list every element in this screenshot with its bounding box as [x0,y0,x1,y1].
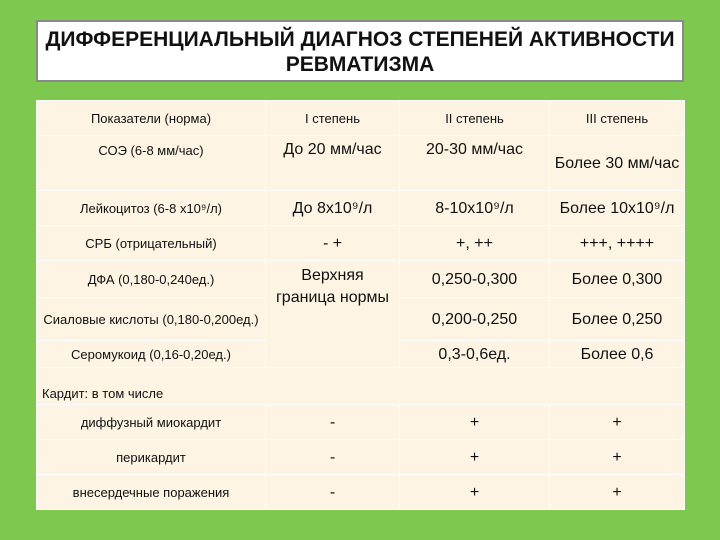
header-cell-degree-1: I степень [266,101,400,136]
cell-degree-2: +, ++ [400,226,550,261]
cell-degree-3: + [550,440,685,475]
cell-degree-2: 20-30 мм/час [400,136,550,191]
row-label: Серомукоид (0,16-0,20ед.) [37,341,266,368]
cell-degree-2: 0,200-0,250 [400,298,550,341]
row-label: ДФА (0,180-0,240ед.) [37,261,266,298]
table-row-crp [37,226,685,261]
cell-degree-1: До 8х10⁹/л [266,191,400,226]
row-label: диффузный миокардит [37,405,266,440]
cell-degree-3: Более 10х10⁹/л [550,191,685,226]
cell-degree-2: 0,3-0,6ед. [400,341,550,368]
slide-title [36,20,684,82]
activity-degrees-table [36,100,685,510]
cell-degree-1: - [266,475,400,510]
cell-degree-3: + [550,475,685,510]
cell-degree-2: + [400,440,550,475]
table-row-leukocytes [37,191,685,226]
row-label: Сиаловые кислоты (0,180-0,200ед.) [37,298,266,341]
cell-degree-2: + [400,475,550,510]
table-row-pericarditis [37,440,685,475]
title-line-2: РЕВМАТИЗМА [285,53,435,76]
row-label: Лейкоцитоз (6-8 х10⁹/л) [37,191,266,226]
table-row-soe [37,136,685,191]
cell-degree-2: + [400,405,550,440]
header-cell-degree-2: II степень [400,101,550,136]
cell-degree-2: 0,250-0,300 [400,261,550,298]
title-line-1: ДИФФЕРЕНЦИАЛЬНЫЙ ДИАГНОЗ СТЕПЕНЕЙ АКТИВНОСТИ [45,28,675,51]
cell-degree-1: - [266,405,400,440]
table-row-extracardiac [37,475,685,510]
cell-degree-3: Более 30 мм/час [550,136,685,191]
table-row-dfa [37,261,685,298]
row-label: внесердечные поражения [37,475,266,510]
cell-degree-3: Более 0,300 [550,261,685,298]
carditis-label: Кардит: в том числе [37,368,685,405]
table-header-row [37,101,685,136]
table-row-diffuse-myocarditis [37,405,685,440]
cell-degree-3: Более 0,6 [550,341,685,368]
cell-degree-2: 8-10х10⁹/л [400,191,550,226]
header-cell-indicator: Показатели (норма) [37,101,266,136]
cell-degree-3: + [550,405,685,440]
cell-degree-3: Более 0,250 [550,298,685,341]
table-row-carditis [37,368,685,405]
cell-degree-1: - + [266,226,400,261]
row-label: СРБ (отрицательный) [37,226,266,261]
cell-degree-3: +++, ++++ [550,226,685,261]
cell-degree-1: - [266,440,400,475]
cell-degree-1: До 20 мм/час [266,136,400,191]
header-cell-degree-3: III степень [550,101,685,136]
merged-cell-degree-1: Верхняя граница нормы [266,261,400,368]
row-label: перикардит [37,440,266,475]
row-label: СОЭ (6-8 мм/час) [37,136,266,191]
